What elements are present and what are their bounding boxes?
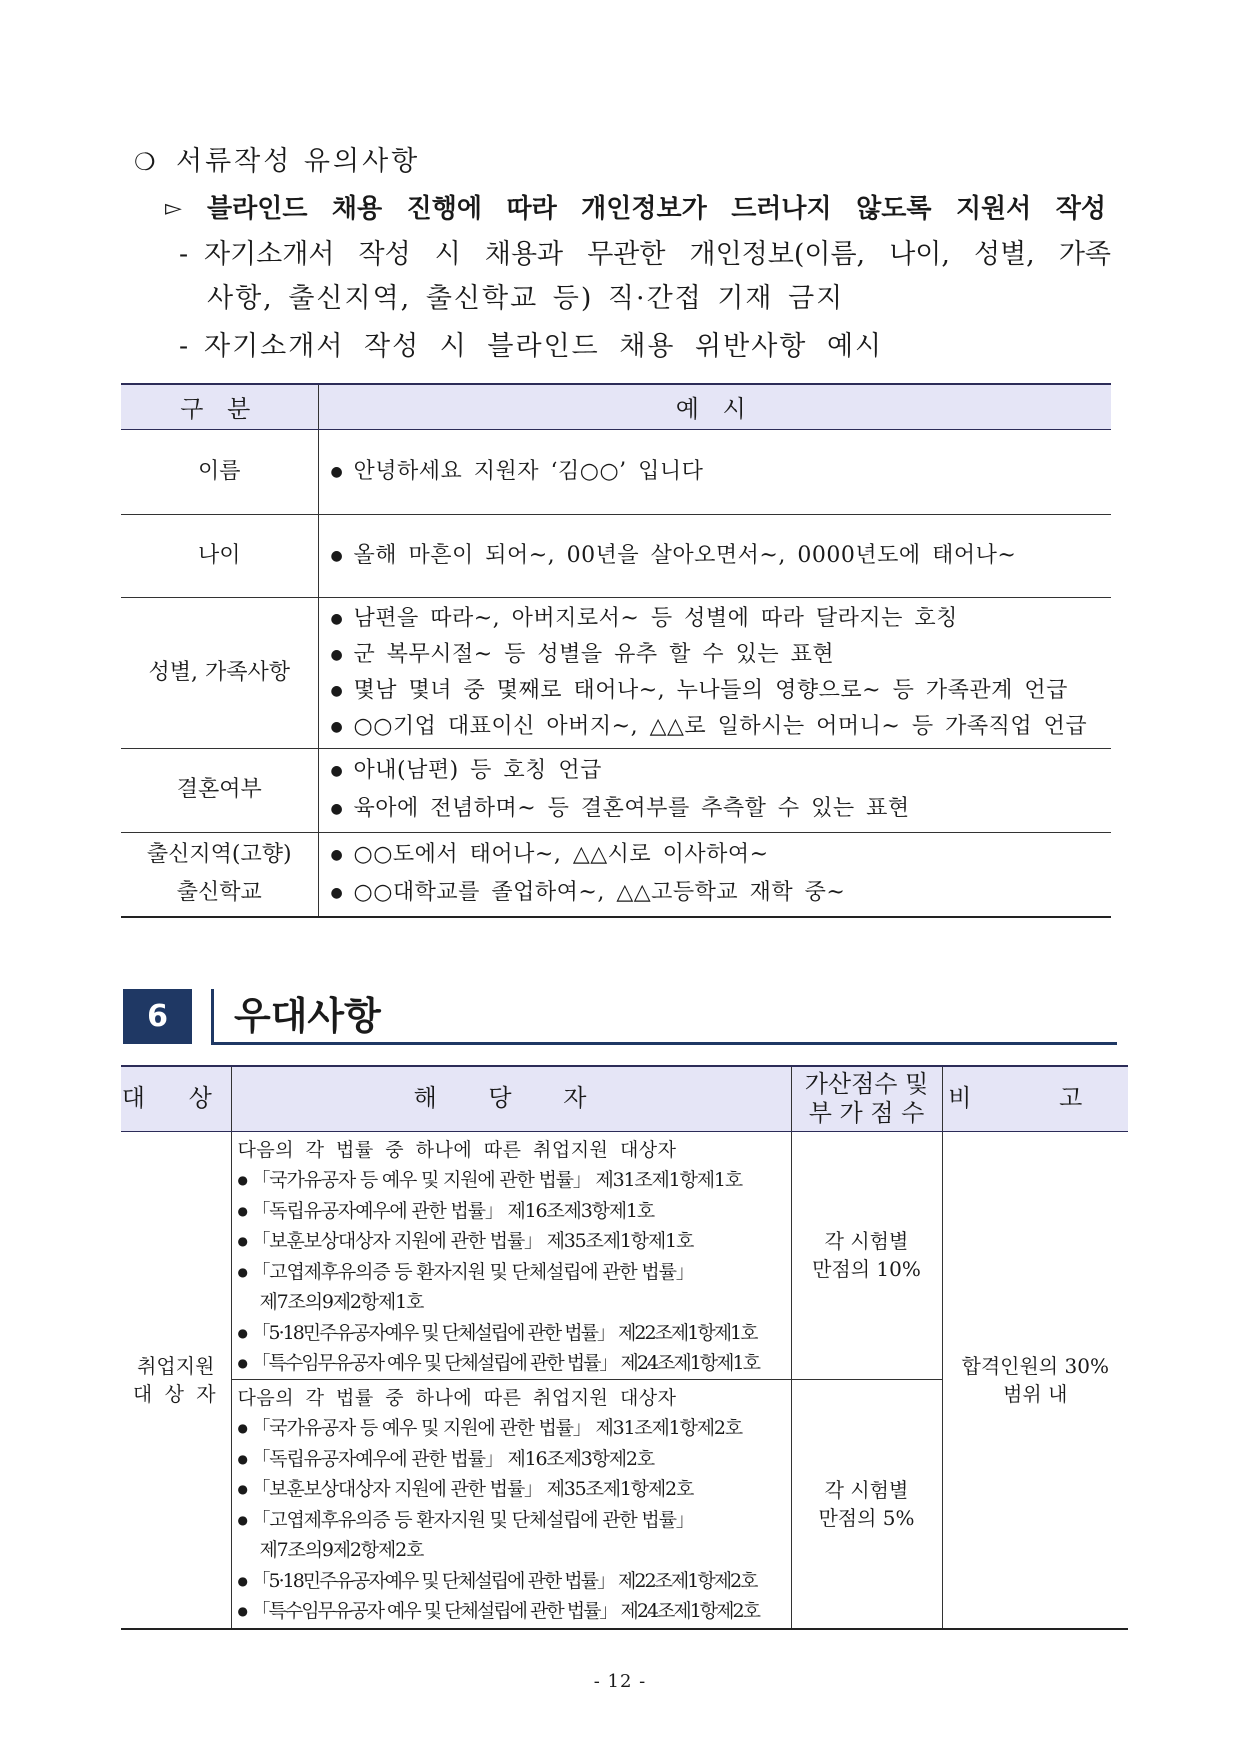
bullet-icon: ● bbox=[330, 463, 343, 480]
law-line-continued bbox=[238, 1535, 789, 1566]
bullet-icon: ● bbox=[237, 1264, 248, 1279]
table-row bbox=[121, 514, 1111, 597]
law-text: 「독립유공자예우에 관한 법률」 제16조제3항제1호 bbox=[251, 1199, 654, 1222]
law-text: 「특수임무유공자 예우 및 단체설립에 관한 법률」 제24조제1항제1호 bbox=[251, 1352, 759, 1374]
example-line bbox=[331, 601, 1112, 637]
points-text: 각 시험별 bbox=[824, 1477, 909, 1502]
row-category bbox=[121, 748, 318, 832]
section-number-badge: 6 bbox=[123, 989, 192, 1044]
section-title: 우대사항 bbox=[234, 994, 381, 1038]
bullet-icon: ● bbox=[330, 763, 343, 779]
category-text: 성별, 가족사항 bbox=[148, 659, 290, 685]
section-divider bbox=[211, 989, 214, 1045]
example-text: 몇남 몇녀 중 몇째로 태어나~, 누나들의 영향으로~ 등 가족관계 언급 bbox=[353, 677, 1068, 703]
example-text: 군 복무시절~ 등 성별을 유추 할 수 있는 표현 bbox=[353, 641, 835, 667]
law-line bbox=[238, 1165, 789, 1196]
note-text: 합격인원의 30% bbox=[961, 1353, 1109, 1378]
points-cell-2 bbox=[791, 1379, 942, 1629]
example-line bbox=[331, 836, 1112, 874]
bullet-icon: ● bbox=[237, 1512, 248, 1527]
bullet-icon: ● bbox=[330, 646, 343, 663]
row-examples bbox=[318, 597, 1111, 748]
header-category: 구 분 bbox=[121, 384, 318, 429]
bullet-icon: ● bbox=[237, 1604, 248, 1618]
eligible-group-1 bbox=[231, 1131, 791, 1379]
law-line bbox=[238, 1596, 789, 1627]
bullet-icon: ● bbox=[237, 1173, 248, 1187]
law-text: 「5·18민주유공자예우 및 단체설립에 관한 법률」 제22조제1항제2호 bbox=[251, 1569, 757, 1592]
table-row bbox=[121, 832, 1111, 917]
law-line bbox=[238, 1444, 789, 1475]
law-line bbox=[238, 1474, 789, 1505]
example-text: ○○기업 대표이신 아버지~, △△로 일하시는 어머니~ 등 가족직업 언급 bbox=[353, 713, 1088, 739]
law-text: 제7조의9제2항제1호 bbox=[259, 1291, 424, 1313]
bullet-icon: ● bbox=[330, 718, 343, 735]
law-text: 「국가유공자 등 예우 및 지원에 관한 법률」 제31조제1항제2호 bbox=[251, 1417, 742, 1439]
row-examples bbox=[318, 832, 1111, 917]
violation-examples-table bbox=[121, 383, 1111, 918]
law-line bbox=[238, 1348, 789, 1379]
points-text: 각 시험별 bbox=[824, 1229, 909, 1253]
bullet-icon: ● bbox=[237, 1482, 248, 1496]
header-target bbox=[121, 1066, 231, 1131]
precautions-heading: 서류작성 유의사항 bbox=[176, 146, 421, 177]
row-examples bbox=[318, 748, 1111, 832]
header-points bbox=[791, 1066, 942, 1131]
bullet-icon: ● bbox=[330, 682, 343, 699]
row-category bbox=[121, 514, 318, 597]
dash-marker: - bbox=[179, 331, 189, 362]
law-line bbox=[238, 1566, 789, 1597]
target-cell bbox=[121, 1131, 231, 1629]
header-points-line: 부 가 점 수 bbox=[808, 1098, 925, 1127]
row-examples bbox=[318, 429, 1111, 514]
points-text: 만점의 10% bbox=[812, 1257, 921, 1281]
row-category bbox=[121, 832, 318, 917]
category-text: 출신학교 bbox=[176, 880, 262, 906]
law-text: 「독립유공자예우에 관한 법률」 제16조제3항제2호 bbox=[251, 1447, 654, 1470]
bullet-icon: ● bbox=[237, 1234, 248, 1248]
section-underline bbox=[211, 1042, 1117, 1045]
example-text: 안녕하세요 지원자 ‘김○○’ 입니다 bbox=[353, 458, 704, 484]
bullet-icon: ● bbox=[237, 1325, 248, 1340]
header-note-text: 비 고 bbox=[948, 1084, 1123, 1113]
bullet-icon: ● bbox=[237, 1421, 248, 1435]
note-text: 범위 내 bbox=[1003, 1381, 1068, 1406]
bullet-icon: ● bbox=[237, 1573, 248, 1588]
bullet-icon: ● bbox=[330, 610, 343, 627]
bullet-icon: ● bbox=[330, 847, 343, 864]
example-line bbox=[331, 453, 1112, 491]
example-text: ○○도에서 태어나~, △△시로 이사하여~ bbox=[353, 842, 769, 868]
bullet-icon: ● bbox=[237, 1451, 248, 1466]
law-text: 「5·18민주유공자예우 및 단체설립에 관한 법률」 제22조제1항제1호 bbox=[251, 1321, 757, 1344]
law-text: 「보훈보상대상자 지원에 관한 법률」 제35조제1항제2호 bbox=[251, 1478, 694, 1500]
bullet-icon: ● bbox=[237, 1203, 248, 1218]
row-category bbox=[121, 429, 318, 514]
example-line bbox=[331, 790, 1112, 828]
bullet-icon: ● bbox=[330, 801, 343, 817]
law-text: 「고엽제후유의증 등 환자지원 및 단체설립에 관한 법률」 bbox=[251, 1508, 694, 1531]
page-number: - 12 - bbox=[593, 1671, 647, 1692]
category-text: 결혼여부 bbox=[176, 777, 262, 802]
table-row bbox=[121, 429, 1111, 514]
header-example: 예 시 bbox=[318, 384, 1111, 429]
header-points-line: 가산점수 및 bbox=[804, 1069, 929, 1098]
bullet-icon: ● bbox=[330, 885, 343, 902]
law-line bbox=[238, 1257, 789, 1288]
blind-hiring-subheading: 블라인드 채용 진행에 따라 개인정보가 드러나지 않도록 지원서 작성 bbox=[207, 194, 1106, 224]
points-text: 만점의 5% bbox=[818, 1505, 915, 1530]
law-text: 「특수임무유공자 예우 및 단체설립에 관한 법률」 제24조제1항제2호 bbox=[251, 1600, 759, 1622]
header-eligible-text: 해 당 자 bbox=[413, 1084, 609, 1113]
example-line bbox=[331, 709, 1112, 745]
table-header-row bbox=[121, 384, 1111, 429]
points-cell-1 bbox=[791, 1131, 942, 1379]
example-line bbox=[331, 874, 1112, 912]
example-line bbox=[331, 752, 1112, 790]
law-line-continued bbox=[238, 1287, 789, 1318]
example-line bbox=[331, 537, 1112, 575]
eligible-group-2 bbox=[231, 1379, 791, 1629]
example-text: ○○대학교를 졸업하여~, △△고등학교 재학 중~ bbox=[353, 880, 846, 906]
law-text: 제7조의9제2항제2호 bbox=[259, 1539, 424, 1561]
table-row bbox=[121, 1131, 1128, 1379]
table-row bbox=[121, 597, 1111, 748]
law-text: 「고엽제후유의증 등 환자지원 및 단체설립에 관한 법률」 bbox=[251, 1260, 694, 1283]
example-text: 남편을 따라~, 아버지로서~ 등 성별에 따라 달라지는 호칭 bbox=[353, 605, 958, 631]
circle-bullet-icon: ❍ bbox=[134, 148, 156, 176]
law-line bbox=[238, 1413, 789, 1444]
group-intro: 다음의 각 법률 중 하나에 따른 취업지원 대상자 bbox=[237, 1138, 677, 1161]
example-text: 올해 마흔이 되어~, 00년을 살아오면서~, 0000년도에 태어나~ bbox=[353, 542, 1017, 568]
precaution-item-line: 사항, 출신지역, 출신학교 등) 직·간접 기재 금지 bbox=[207, 283, 845, 314]
target-text: 취업지원 bbox=[137, 1353, 215, 1378]
group-intro: 다음의 각 법률 중 하나에 따른 취업지원 대상자 bbox=[237, 1386, 677, 1409]
bullet-icon: ● bbox=[330, 547, 343, 564]
example-line bbox=[331, 637, 1112, 673]
law-line bbox=[238, 1196, 789, 1227]
example-text: 아내(남편) 등 호칭 언급 bbox=[353, 758, 602, 783]
header-target-text: 대 상 bbox=[121, 1084, 230, 1113]
triangle-bullet-icon: ▻ bbox=[165, 196, 182, 221]
dash-marker: - bbox=[179, 239, 189, 270]
table-header-row bbox=[121, 1066, 1128, 1131]
example-text: 육아에 전념하며~ 등 결혼여부를 추측할 수 있는 표현 bbox=[353, 796, 910, 821]
preference-table bbox=[121, 1065, 1128, 1630]
law-line bbox=[238, 1226, 789, 1257]
category-text: 나이 bbox=[197, 542, 241, 568]
precaution-item-line: 자기소개서 작성 시 채용과 무관한 개인정보(이름, 나이, 성별, 가족 bbox=[204, 239, 1111, 270]
law-line bbox=[238, 1505, 789, 1536]
note-cell bbox=[942, 1131, 1128, 1629]
row-examples bbox=[318, 514, 1111, 597]
table-row bbox=[121, 748, 1111, 832]
bullet-icon: ● bbox=[237, 1356, 248, 1370]
target-text: 대 상 자 bbox=[132, 1381, 219, 1406]
header-eligible bbox=[231, 1066, 791, 1131]
law-line bbox=[238, 1318, 789, 1349]
category-text: 출신지역(고향) bbox=[146, 842, 292, 868]
row-category bbox=[121, 597, 318, 748]
category-text: 이름 bbox=[197, 458, 241, 484]
example-line bbox=[331, 673, 1112, 709]
law-text: 「국가유공자 등 예우 및 지원에 관한 법률」 제31조제1항제1호 bbox=[251, 1169, 742, 1191]
law-text: 「보훈보상대상자 지원에 관한 법률」 제35조제1항제1호 bbox=[251, 1230, 694, 1252]
header-note bbox=[942, 1066, 1128, 1131]
precaution-item-line: 자기소개서 작성 시 블라인드 채용 위반사항 예시 bbox=[204, 331, 884, 362]
